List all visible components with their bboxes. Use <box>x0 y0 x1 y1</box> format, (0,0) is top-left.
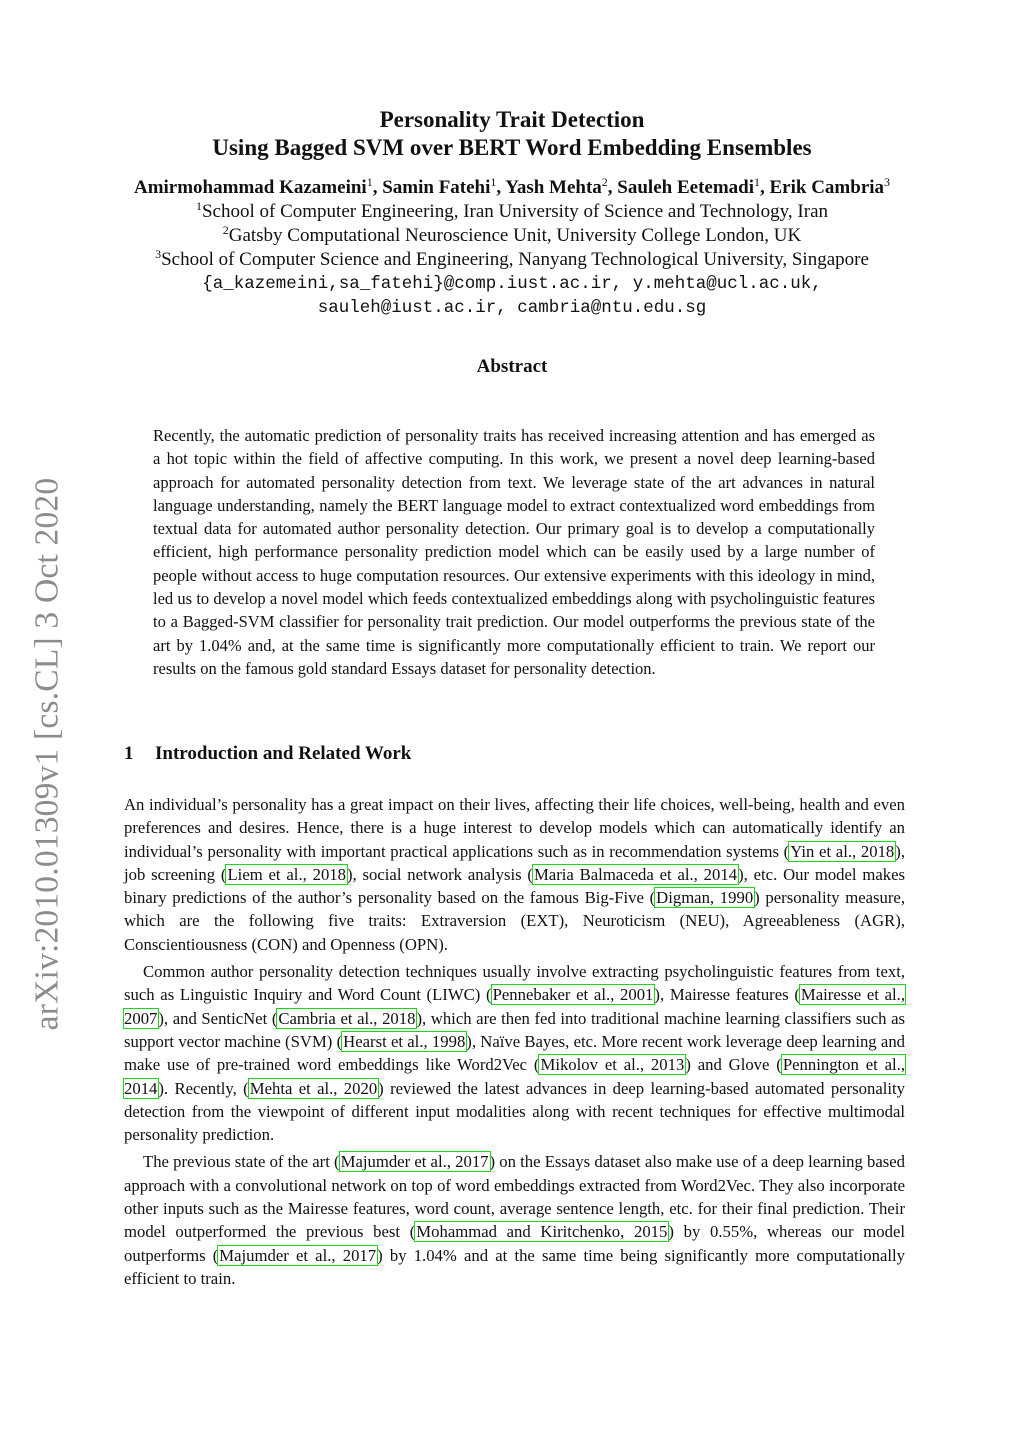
abstract-heading: Abstract <box>476 356 548 377</box>
author-name: Samin Fatehi <box>382 177 491 198</box>
section-heading <box>124 743 411 765</box>
affiliation-text: Gatsby Computational Neuroscience Unit, University College London, UK <box>228 225 802 246</box>
author-name: Yash Mehta <box>505 177 602 198</box>
text-run: ), Naïve Bayes, etc. More recent work leverage deep learning and make use of pre-trained word embeddings like Word2Vec ( <box>124 1031 906 1075</box>
citation-link[interactable]: Pennington et al., 2014 <box>124 1055 905 1098</box>
abstract-text: Recently, the automatic prediction of personality traits has received increasing attention and has emerged as a hot topic within the field of affective computing. In this work, we present a novel deep learning-based approach for automated personality detection from text. We leverage state of the art advances in natural language understanding, namely the BERT language model to extract contextualized word embeddings from textual data for automated author personality detection. Our primary goal is to develop a computationally efficient, high performance personality prediction model which can be easily used by a large number of people without access to huge computation resources. Our extensive experiments with this ideology in mind, led us to develop a novel model which feeds contextualized embeddings along with psycholinguistic features to a Bagged-SVM classifier for personality trait prediction. Our model outperforms the previous state of the art by 1.04% and, at the same time is significantly more computationally efficient to train. We report our results on the famous gold standard Essays dataset for personality detection. <box>153 426 875 678</box>
text-run: ), and SenticNet ( <box>158 1008 278 1028</box>
affiliation-sup: 3 <box>155 247 162 261</box>
section-title: Introduction and Related Work <box>155 743 412 764</box>
author-sep: , <box>496 177 506 198</box>
text-run: ) reviewed the latest advances in deep learning-based automated personality detection from the viewpoint of different input modalities along with recent techniques for effective multimodal personality prediction. <box>124 1078 906 1145</box>
citation-link[interactable]: Cambria et al., 2018 <box>278 1008 416 1028</box>
email-line-2: sauleh@iust.ac.ir, cambria@ntu.edu.sg <box>317 298 707 318</box>
author-names <box>0 176 1024 200</box>
affiliation-2 <box>0 224 1024 248</box>
author-affil-sup: 1 <box>490 175 497 189</box>
arxiv-stamp <box>18 462 76 1046</box>
citation-link[interactable]: Mohammad and Kiritchenko, 2015 <box>416 1222 668 1242</box>
text-run: Common author personality detection techniques usually involve extracting psycholinguistic features from text, such as Linguistic Inquiry and Word Count (LIWC) ( <box>124 962 905 1005</box>
section-number: 1 <box>124 743 134 764</box>
title-line-1: Personality Trait Detection <box>379 107 645 132</box>
citation-link[interactable]: Yin et al., 2018 <box>790 841 895 861</box>
paragraph-2 <box>124 960 905 1146</box>
citation-link[interactable]: Maria Balmaceda et al., 2014 <box>533 864 738 884</box>
affiliation-text: School of Computer Engineering, Iran University of Science and Technology, Iran <box>201 201 829 222</box>
author-sep: , <box>760 177 770 198</box>
author-sep: , <box>372 177 383 198</box>
email-line-1: {a_kazemeini,sa_fatehi}@comp.iust.ac.ir, y.mehta@ucl.ac.uk, <box>202 274 822 294</box>
citation-link[interactable]: Mikolov et al., 2013 <box>540 1055 685 1075</box>
citation-link[interactable]: Majumder et al., 2017 <box>340 1152 489 1172</box>
text-run: ). Recently, ( <box>158 1078 249 1098</box>
text-run: The previous state of the art ( <box>143 1152 340 1172</box>
text-run: ) on the Essays dataset also make use of a deep learning based approach with a convolutional network on top of word embeddings extracted from Word2Vec. They also incorporate other inputs such as the Mairesse features, word count, average sentence length, etc. for their final prediction. Their model outperformed the previous best ( <box>124 1152 905 1242</box>
affiliation-1 <box>0 200 1024 224</box>
arxiv-stamp-text: arXiv:2010.01309v1 [cs.CL] 3 Oct 2020 <box>28 477 66 1031</box>
text-run: ), Mairesse features ( <box>654 985 800 1005</box>
text-run: An individual’s personality has a great impact on their lives, affecting their life choices, well-being, health and even preferences and desires. Hence, there is a huge interest to develop models which can automatically identify an individual’s personality with important practical applications such as in recommendation systems ( <box>124 795 905 861</box>
author-block <box>0 176 1024 320</box>
introduction-body <box>124 793 905 1294</box>
author-affil-sup: 1 <box>366 175 373 189</box>
citation-link[interactable]: Liem et al., 2018 <box>227 864 346 884</box>
citation-link[interactable]: Hearst et al., 1998 <box>343 1031 466 1051</box>
text-run: ), social network analysis ( <box>347 864 533 884</box>
citation-link[interactable]: Majumder et al., 2017 <box>219 1245 377 1265</box>
citation-link[interactable]: Mairesse et al., 2007 <box>124 985 906 1028</box>
citation-link[interactable]: Digman, 1990 <box>656 888 754 908</box>
affiliation-3 <box>0 248 1024 272</box>
text-run: ) by 1.04% and at the same time being significantly more computationally efficient to train. <box>124 1245 905 1288</box>
affiliation-sup: 2 <box>222 223 229 237</box>
author-name: Amirmohammad Kazameini <box>133 177 367 198</box>
affiliation-sup: 1 <box>195 199 202 213</box>
text-run: ), job screening ( <box>124 841 905 884</box>
author-name: Erik Cambria <box>769 177 885 198</box>
text-run: ) personality measure, which are the following five traits: Extraversion (EXT), Neuroticism (NEU), Agreeableness (AGR), Conscientiousness (CON) and Openness (OPN). <box>124 888 906 954</box>
paragraph-1 <box>124 793 905 956</box>
author-sep: , <box>607 177 618 198</box>
paragraph-3 <box>124 1150 905 1290</box>
paper-title <box>0 106 1024 162</box>
text-run: ), which are then fed into traditional machine learning classifiers such as support vector machine (SVM) ( <box>124 1008 905 1051</box>
text-run: ) by 0.55%, whereas our model outperforms ( <box>124 1222 905 1265</box>
affiliation-text: School of Computer Science and Engineering, Nanyang Technological University, Singapore <box>161 249 869 270</box>
author-name: Sauleh Eetemadi <box>617 177 754 198</box>
citation-link[interactable]: Mehta et al., 2020 <box>249 1078 378 1098</box>
citation-link[interactable]: Pennebaker et al., 2001 <box>492 985 654 1005</box>
author-affil-sup: 2 <box>601 175 608 189</box>
author-affil-sup: 1 <box>754 175 760 189</box>
text-run: ), etc. Our model makes binary predictions of the author’s personality based on the famous Big-Five ( <box>124 864 906 908</box>
author-affil-sup: 3 <box>884 175 891 189</box>
title-line-2: Using Bagged SVM over BERT Word Embedding Ensembles <box>212 135 812 160</box>
text-run: ) and Glove ( <box>685 1055 782 1075</box>
